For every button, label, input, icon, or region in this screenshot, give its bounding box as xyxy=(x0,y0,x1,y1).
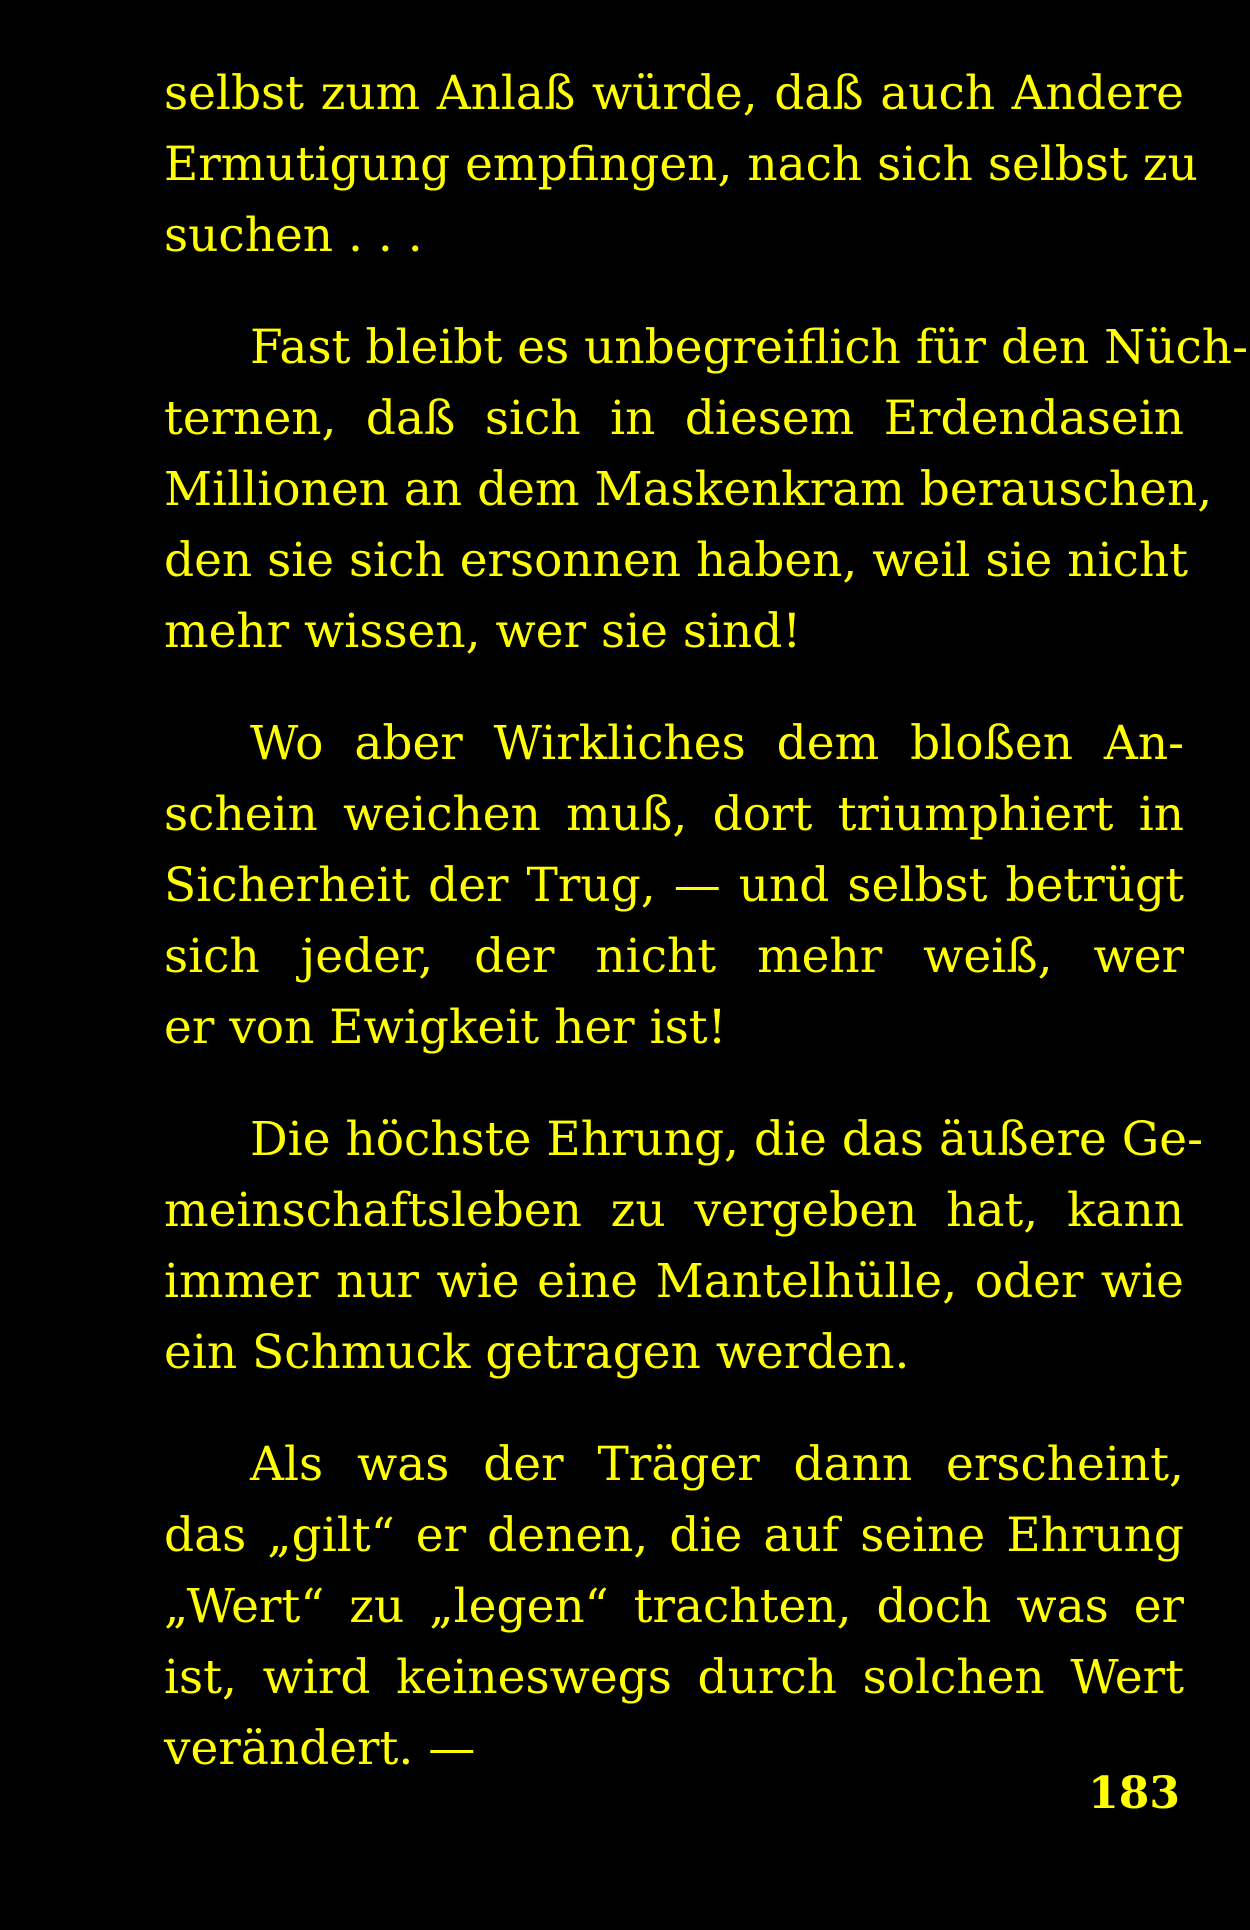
text-line: „Wert“ zu „legen“ trachten, doch was er xyxy=(164,1579,1184,1634)
text-line: Ermutigung empfingen, nach sich selbst zu xyxy=(164,137,1198,192)
text-line: mehr wissen, wer sie sind! xyxy=(164,604,802,659)
text-line: selbst zum Anlaß würde, daß auch Andere xyxy=(164,66,1184,121)
paragraph-3 xyxy=(164,708,1184,1063)
text-line: verändert. — xyxy=(164,1721,476,1776)
text-line: schein weichen muß, dort triumphiert in xyxy=(164,787,1184,842)
paragraph-2 xyxy=(164,312,1248,667)
page-number: 183 xyxy=(1088,1768,1180,1819)
paragraph-5 xyxy=(164,1429,1184,1784)
text-line: sich jeder, der nicht mehr weiß, wer xyxy=(164,929,1184,984)
text-line: Millionen an dem Maskenkram berauschen, xyxy=(164,462,1213,517)
text-line: suchen . . . xyxy=(164,208,423,263)
text-line: meinschaftsleben zu vergeben hat, kann xyxy=(164,1183,1184,1238)
text-line: er von Ewigkeit her ist! xyxy=(164,1000,727,1055)
text-line: ternen, daß sich in diesem Erdendasein xyxy=(164,391,1184,446)
paragraph-1 xyxy=(164,58,1198,271)
text-line: Sicherheit der Trug, — und selbst betrügt xyxy=(164,858,1184,913)
text-line: Fast bleibt es unbegreiflich für den Nüch- xyxy=(250,320,1248,375)
text-line: immer nur wie eine Mantelhülle, oder wie xyxy=(164,1254,1184,1309)
text-line: den sie sich ersonnen haben, weil sie nicht xyxy=(164,533,1189,588)
text-line: Die höchste Ehrung, die das äußere Ge- xyxy=(250,1112,1203,1167)
text-line: ein Schmuck getragen werden. xyxy=(164,1325,910,1380)
paragraph-4 xyxy=(164,1104,1203,1388)
text-line: das „gilt“ er denen, die auf seine Ehrung xyxy=(164,1508,1184,1563)
text-line: Als was der Träger dann erscheint, xyxy=(250,1437,1184,1492)
page-text xyxy=(164,58,1248,1825)
text-line: Wo aber Wirkliches dem bloßen An- xyxy=(250,716,1184,771)
text-line: ist, wird keineswegs durch solchen Wert xyxy=(164,1650,1184,1705)
